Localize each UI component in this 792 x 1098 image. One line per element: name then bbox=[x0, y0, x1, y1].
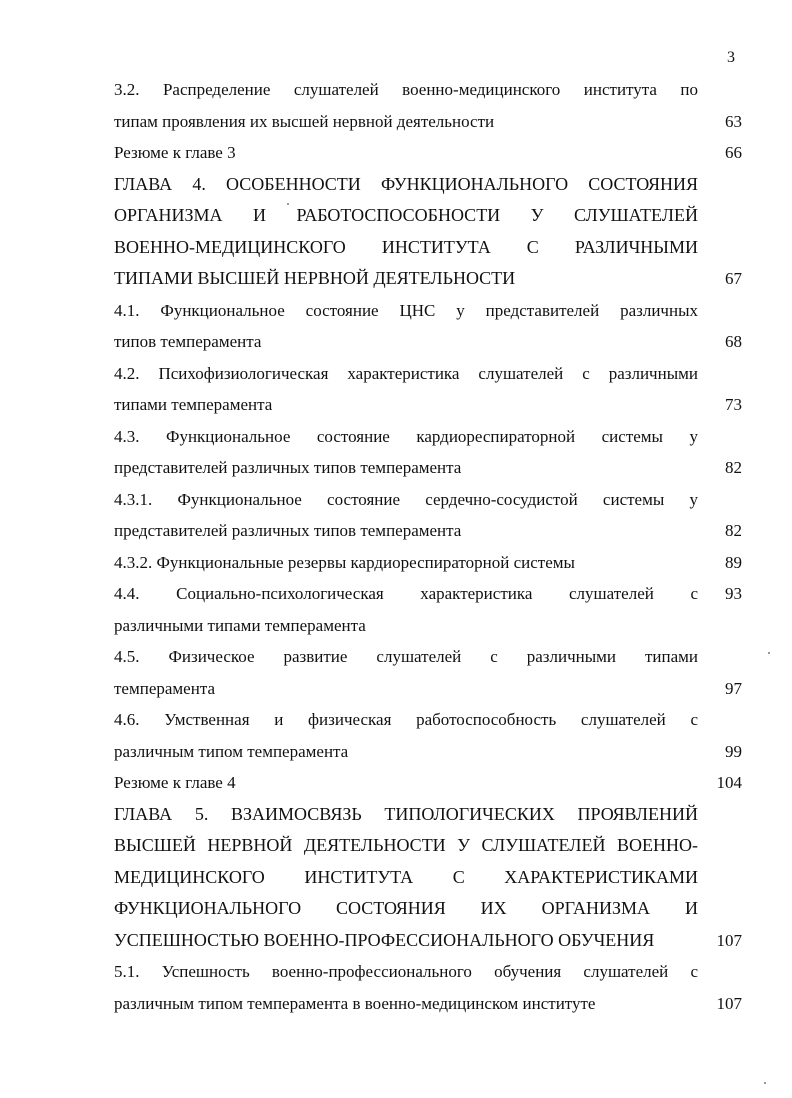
toc-entry-text: МЕДИЦИНСКОГО ИНСТИТУТА С ХАРАКТЕРИСТИКАМИ bbox=[114, 866, 698, 887]
toc-line bbox=[114, 515, 742, 547]
toc-line bbox=[114, 263, 742, 295]
toc-page-number: 89 bbox=[725, 552, 742, 572]
toc-page-number: 104 bbox=[716, 773, 742, 792]
toc-entry-text: ОРГАНИЗМА И РАБОТОСПОСОБНОСТИ У СЛУШАТЕЛЕЙ bbox=[114, 205, 698, 225]
toc-entry-text: ТИПАМИ ВЫСШЕЙ НЕРВНОЙ ДЕЯТЕЛЬНОСТИ bbox=[114, 268, 516, 288]
toc-line bbox=[114, 295, 742, 327]
toc-entry-text: 5.1. Успешность военно-профессионального обучения слушателей с bbox=[114, 962, 698, 981]
toc-entry-text: Резюме к главе 3 bbox=[114, 143, 236, 162]
toc-line bbox=[114, 862, 742, 894]
toc-entry-text: представителей различных типов темперамента bbox=[114, 521, 462, 540]
toc-page-number: 63 bbox=[725, 111, 742, 131]
toc-entry-text: 4.1. Функциональное состояние ЦНС у представителей различных bbox=[114, 300, 698, 320]
toc-page-number: 66 bbox=[725, 143, 742, 162]
scan-speck bbox=[764, 1082, 766, 1084]
scan-speck bbox=[287, 203, 289, 205]
toc-line bbox=[114, 578, 742, 610]
toc-line bbox=[114, 137, 742, 169]
toc-page-number: 97 bbox=[725, 678, 742, 698]
toc-line bbox=[114, 547, 742, 579]
toc-line bbox=[114, 106, 742, 138]
toc-entry-text: 4.3.1. Функциональное состояние сердечно-сосудистой системы у bbox=[114, 489, 698, 509]
toc-line bbox=[114, 326, 742, 358]
toc-page-number: 99 bbox=[725, 741, 742, 761]
toc-entry-text: типам проявления их высшей нервной деятельности bbox=[114, 111, 495, 131]
toc-entry-text: УСПЕШНОСТЬЮ ВОЕННО-ПРОФЕССИОНАЛЬНОГО ОБУЧЕНИЯ bbox=[114, 929, 655, 950]
toc-entry-text: различными типами темперамента bbox=[114, 615, 366, 635]
toc-entry-text: ФУНКЦИОНАЛЬНОГО СОСТОЯНИЯ ИХ ОРГАНИЗМА И bbox=[114, 898, 698, 918]
toc-entry-text: ГЛАВА 4. ОСОБЕННОСТИ ФУНКЦИОНАЛЬНОГО СОСТОЯНИЯ bbox=[114, 173, 698, 194]
toc-entry-text: Резюме к главе 4 bbox=[114, 773, 236, 792]
toc-line bbox=[114, 956, 742, 988]
toc-line bbox=[114, 673, 742, 705]
toc-entry-text: темперамента bbox=[114, 678, 216, 698]
toc-page-number: 107 bbox=[716, 993, 742, 1013]
toc-line bbox=[114, 767, 742, 799]
toc-entry-text: 3.2. Распределение слушателей военно-медицинского института по bbox=[114, 80, 698, 99]
table-of-contents bbox=[114, 74, 742, 1019]
toc-page-number: 107 bbox=[716, 930, 742, 950]
toc-line bbox=[114, 610, 742, 642]
toc-page-number: 68 bbox=[725, 332, 742, 351]
toc-entry-text: представителей различных типов темперамента bbox=[114, 458, 462, 477]
scan-speck bbox=[768, 652, 770, 654]
toc-line bbox=[114, 452, 742, 484]
toc-entry-text: 4.5. Физическое развитие слушателей с различными типами bbox=[114, 647, 698, 666]
toc-line bbox=[114, 484, 742, 516]
toc-page-number: 67 bbox=[725, 269, 742, 288]
toc-entry-text: ВОЕННО-МЕДИЦИНСКОГО ИНСТИТУТА С РАЗЛИЧНЫМИ bbox=[114, 236, 698, 257]
toc-line bbox=[114, 925, 742, 957]
toc-line bbox=[114, 200, 742, 232]
toc-page-number: 73 bbox=[725, 395, 742, 414]
page-number: 3 bbox=[727, 49, 735, 66]
toc-line bbox=[114, 74, 742, 106]
toc-entry-text: типами темперамента bbox=[114, 395, 273, 414]
toc-page-number: 93 bbox=[725, 584, 742, 603]
toc-entry-text: ВЫСШЕЙ НЕРВНОЙ ДЕЯТЕЛЬНОСТИ У СЛУШАТЕЛЕЙ ВОЕННО- bbox=[114, 835, 698, 855]
toc-line bbox=[114, 232, 742, 264]
toc-page-number: 82 bbox=[725, 458, 742, 477]
toc-line bbox=[114, 389, 742, 421]
toc-entry-text: 4.4. Социально-психологическая характеристика слушателей с bbox=[114, 584, 698, 603]
toc-entry-text: 4.2. Психофизиологическая характеристика слушателей с различными bbox=[114, 363, 698, 383]
toc-entry-text: 4.3.2. Функциональные резервы кардиореспираторной системы bbox=[114, 552, 575, 572]
toc-line bbox=[114, 704, 742, 736]
toc-line bbox=[114, 169, 742, 201]
toc-entry-text: различным типом темперамента в военно-медицинском институте bbox=[114, 993, 596, 1013]
toc-line bbox=[114, 641, 742, 673]
toc-line bbox=[114, 830, 742, 862]
toc-line bbox=[114, 893, 742, 925]
toc-entry-text: ГЛАВА 5. ВЗАИМОСВЯЗЬ ТИПОЛОГИЧЕСКИХ ПРОЯВЛЕНИЙ bbox=[114, 803, 698, 824]
toc-entry-text: различным типом темперамента bbox=[114, 741, 349, 761]
toc-line bbox=[114, 799, 742, 831]
toc-entry-text: 4.6. Умственная и физическая работоспособность слушателей с bbox=[114, 710, 698, 729]
toc-line bbox=[114, 736, 742, 768]
toc-line bbox=[114, 358, 742, 390]
toc-line bbox=[114, 988, 742, 1020]
toc-entry-text: типов темперамента bbox=[114, 332, 262, 351]
toc-entry-text: 4.3. Функциональное состояние кардиореспираторной системы у bbox=[114, 426, 698, 446]
toc-page-number: 82 bbox=[725, 521, 742, 540]
toc-line bbox=[114, 421, 742, 453]
